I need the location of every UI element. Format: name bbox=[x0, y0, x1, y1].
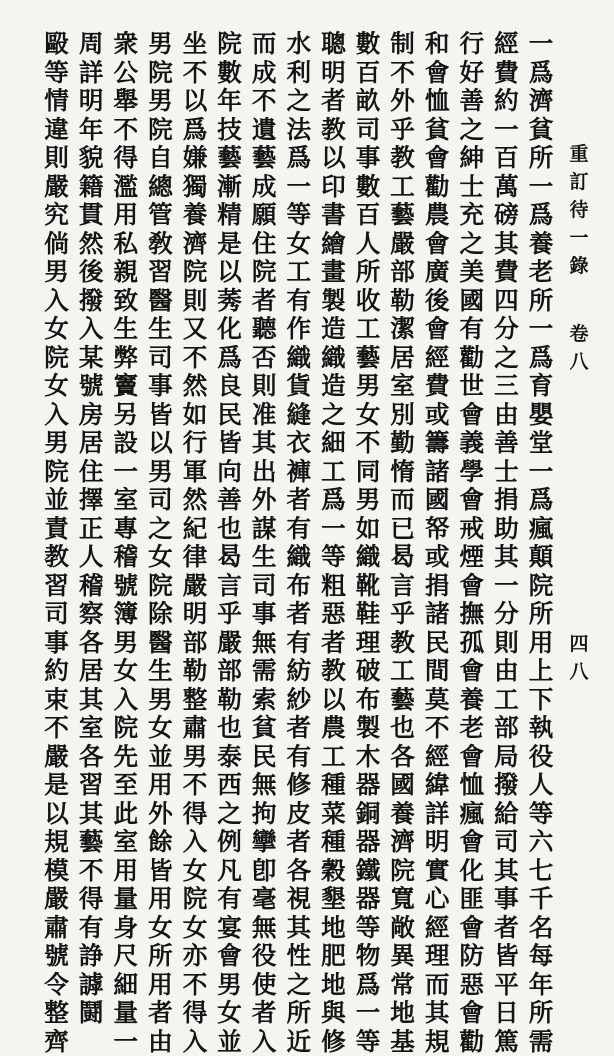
text-column: 周 詳 明 年 貌 籍 貫 然 後 撥 入 某 號 房 居 住 擇 正 人 稽 察 各 居 其 室 各 習 其 藝 不 得 有 諍 謼 鬪 bbox=[78, 29, 104, 1027]
text-column: 而 成 不 遺 藝 成 願 住 院 者 聽 否 則 准 其 出 外 謀 生 司 事 無 需 索 貧 民 無 拘 攣 卽 毫 無 役 使 者 入 bbox=[251, 29, 277, 1056]
text-column: 水 利 之 法 爲 一 等 女 工 有 作 織 貨 縫 衣 褲 者 有 織 布 者 有 紡 紗 者 有 修 皮 者 各 視 其 性 之 所 近 bbox=[286, 29, 312, 1056]
text-column: 數 百 畝 司 事 數 百 人 所 收 工 藝 男 女 不 同 男 如 織 靴 鞋 理 破 布 製 木 器 銅 器 鐵 器 等 物 爲 一 等 bbox=[355, 29, 381, 1056]
volume-label: 卷 八 bbox=[569, 323, 589, 373]
text-column: 毆 等 情 違 則 嚴 究 倘 男 入 女 院 女 入 男 院 並 責 教 習 司 事 約 束 不 嚴 是 以 規 模 嚴 肅 號 令 整 齊 bbox=[44, 29, 69, 1056]
text-column: 院 數 年 技 藝 漸 精 是 以 莠 化 爲 良 民 皆 向 善 也 曷 言 乎 嚴 部 勒 也 泰 西 之 例 凡 有 宴 會 男 女 並 bbox=[217, 29, 242, 1056]
text-column: 聰 明 者 教 以 印 書 繪 畫 製 造 織 造 之 細 工 爲 一 等 粗 惡 者 教 以 農 工 種 菜 種 穀 墾 地 肥 地 與 修 bbox=[321, 29, 346, 1056]
text-column: 行 好 善 之 紳 士 充 之 美 國 有 勸 世 會 義 學 會 戒 煙 會 撫 孤 會 養 老 會 恤 瘋 會 化 匪 會 防 惡 會 勸 bbox=[459, 29, 485, 1056]
text-column: 經 費 約 一 百 萬 磅 其 費 四 分 之 三 由 善 士 捐 助 其 一 分 則 由 工 部 局 撥 給 司 其 事 者 皆 平 日 篤 bbox=[494, 29, 519, 1056]
book-title: 重 訂 待 一 錄 bbox=[569, 143, 589, 277]
text-column: 一 爲 濟 貧 所 一 爲 養 老 所 一 爲 育 嬰 堂 一 爲 瘋 顛 院 所 用 上 下 執 役 人 等 六 七 千 名 每 年 所 需 bbox=[528, 29, 554, 1056]
text-column: 男 院 男 院 自 總 管 敎 習 醫 生 司 事 皆 以 男 司 之 女 院 除 醫 生 男 女 並 用 外 餘 皆 用 女 所 用 者 由 bbox=[148, 29, 173, 1056]
text-column: 衆 公 舉 不 得 濫 用 私 親 致 生 弊 竇 另 設 一 室 專 稽 號 簿 男 女 入 院 先 至 此 室 用 量 身 尺 細 量 一 bbox=[113, 29, 139, 1056]
page-number: 四 八 bbox=[569, 633, 589, 683]
text-column: 制 不 外 乎 教 工 藝 嚴 部 勒 潔 居 室 別 勤 惰 而 已 曷 言 乎 教 工 藝 也 各 國 養 濟 院 寬 敞 異 常 地 基 bbox=[390, 29, 415, 1056]
text-column: 和 會 恤 貧 會 勸 農 會 廣 後 會 經 費 或 籌 諸 國 帑 或 捐 諸 民 間 莫 不 經 緯 詳 明 實 心 經 理 而 其 規 bbox=[424, 29, 450, 1056]
running-header bbox=[567, 140, 591, 376]
text-column: 坐 不 以 爲 嫌 獨 養 濟 院 則 又 不 然 如 行 軍 然 紀 律 嚴 明 部 勒 整 肅 男 不 得 入 女 院 女 亦 不 得 入 bbox=[182, 29, 208, 1056]
